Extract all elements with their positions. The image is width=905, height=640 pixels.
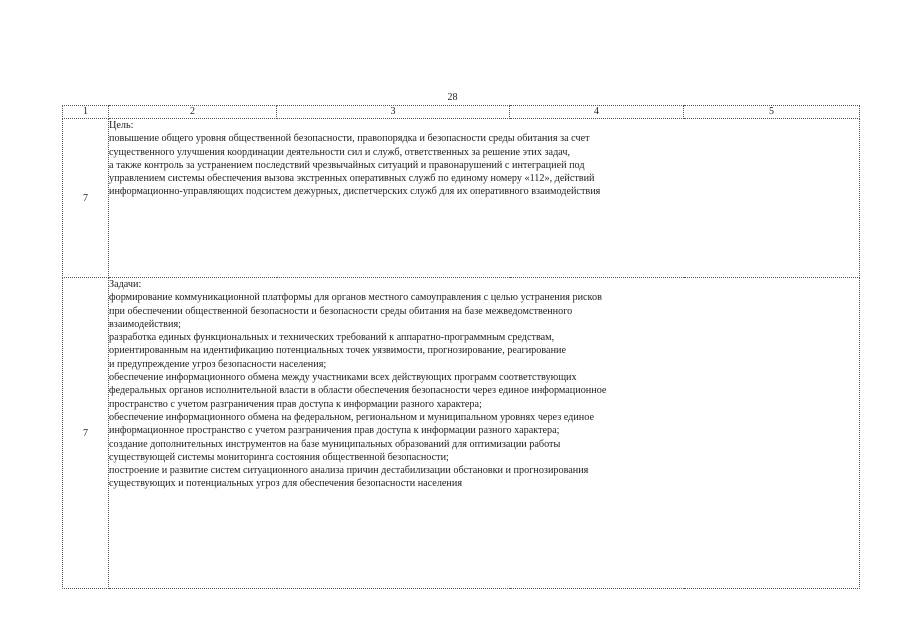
goal-line: а также контроль за устранением последствий чрезвычайных ситуаций и правонарушений с интеграцией под: [109, 159, 585, 171]
goal-line: существенного улучшения координации деятельности сил и служб, ответственных за решение этих задач,: [109, 146, 571, 158]
tasks-line: взаимодействия;: [109, 318, 181, 330]
tasks-line: Задачи:: [109, 279, 142, 290]
tasks-line: федеральных органов исполнительной власти в области обеспечения безопасности через единое информационное: [109, 385, 607, 397]
tasks-line: ориентированным на идентификацию потенциальных точек уязвимости, прогнозирование, реагирование: [109, 345, 566, 357]
header-cell-3: 3: [277, 106, 510, 119]
tasks-line: существующей системы мониторинга состояния общественной безопасности;: [109, 451, 449, 463]
header-row: [63, 106, 860, 119]
tasks-line: при обеспечении общественной безопасности и безопасности среды обитания на базе межведомственного: [109, 305, 573, 317]
row-number: 7: [63, 119, 109, 278]
header-cell-4: 4: [510, 106, 684, 119]
page-number: 28: [447, 92, 458, 103]
goal-line: Цель:: [109, 120, 134, 131]
tasks-text: [109, 278, 860, 589]
document-table: [62, 105, 860, 589]
tasks-line: разработка единых функциональных и технических требований к аппаратно-программным средствам,: [109, 332, 555, 344]
tasks-line: обеспечение информационного обмена между участниками всех действующих программ соответствующих: [109, 372, 577, 384]
goal-text: [109, 119, 860, 278]
tasks-line: создание дополнительных инструментов на базе муниципальных образований для оптимизации работы: [109, 438, 561, 450]
tasks-line: обеспечение информационного обмена на федеральном, региональном и муниципальном уровнях через единое: [109, 411, 594, 423]
tasks-line: построение и развитие систем ситуационного анализа причин дестабилизации обстановки и прогнозирования: [109, 465, 589, 477]
table-row-tasks: [63, 278, 860, 589]
row-number: 7: [63, 278, 109, 589]
goal-line: повышение общего уровня общественной безопасности, правопорядка и безопасности среды обитания за счет: [109, 133, 590, 145]
header-cell-1: 1: [63, 106, 109, 119]
goal-line: информационно-управляющих подсистем дежурных, диспетчерских служб для их оперативного взаимодействия: [109, 186, 601, 198]
tasks-line: пространство с учетом разграничения прав доступа к информации разного характера;: [109, 398, 482, 410]
goal-line: управлением системы обеспечения вызова экстренных оперативных служб по единому номеру «112», действий: [109, 173, 595, 185]
tasks-line: существующих и потенциальных угроз для обеспечения безопасности населения: [109, 478, 463, 490]
header-cell-2: 2: [109, 106, 277, 119]
tasks-line: информационное пространство с учетом разграничения прав доступа к информации разного характера;: [109, 425, 560, 437]
header-cell-5: 5: [684, 106, 860, 119]
tasks-line: и предупреждение угроз безопасности населения;: [109, 358, 327, 370]
tasks-line: формирование коммуникационной платформы для органов местного самоуправления с целью устранения рисков: [109, 292, 602, 304]
table-row-goal: [63, 119, 860, 278]
